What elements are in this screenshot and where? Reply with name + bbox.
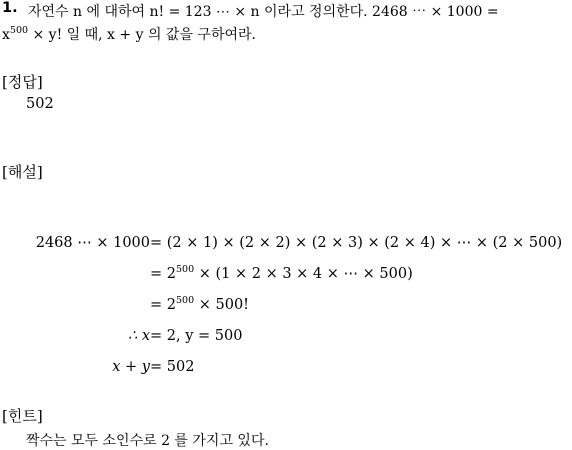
equation-lhs: x + y [112, 359, 150, 375]
equation-rhs: = 502 [150, 359, 195, 375]
equation-rhs: = $2^{500} \times 500$! [150, 295, 249, 313]
equation-rhs: = (2 × 1) × (2 × 2) × (2 × 3) × (2 × 4) × ⋯ × (2 × 500) [150, 235, 563, 251]
equation-rhs: = $2^{500} \times (1 \times 2 \times 3 \times 4$ × ⋯ × 500) [150, 264, 413, 282]
problem-statement [2, 0, 18, 16]
problem-text-line2: $x^{500} \times y$! 일 때, x + y 의 값을 구하여라. [2, 25, 256, 43]
equation-lhs: 2468 ⋯ × 1000 [35, 235, 150, 251]
problem-text-line1: 자연수 n 에 대하여 n! = 123 ⋯ × n 이라고 정의한다. 2468 ⋯ × 1000 = [28, 4, 499, 20]
answer-heading: [정답] [2, 73, 43, 91]
problem-line-1 [28, 1, 499, 21]
hint-text: 짝수는 모두 소인수로 2 를 가지고 있다. [26, 433, 269, 449]
equation-rhs: = 2, y = 500 [150, 328, 243, 344]
problem-number: 1. [2, 0, 18, 16]
hint-heading: [힌트] [2, 407, 43, 425]
answer-value: 502 [26, 96, 54, 112]
solution-heading: [해설] [2, 163, 43, 181]
equation-lhs: ∴ x [127, 328, 150, 344]
problem-line-2 [2, 24, 256, 44]
